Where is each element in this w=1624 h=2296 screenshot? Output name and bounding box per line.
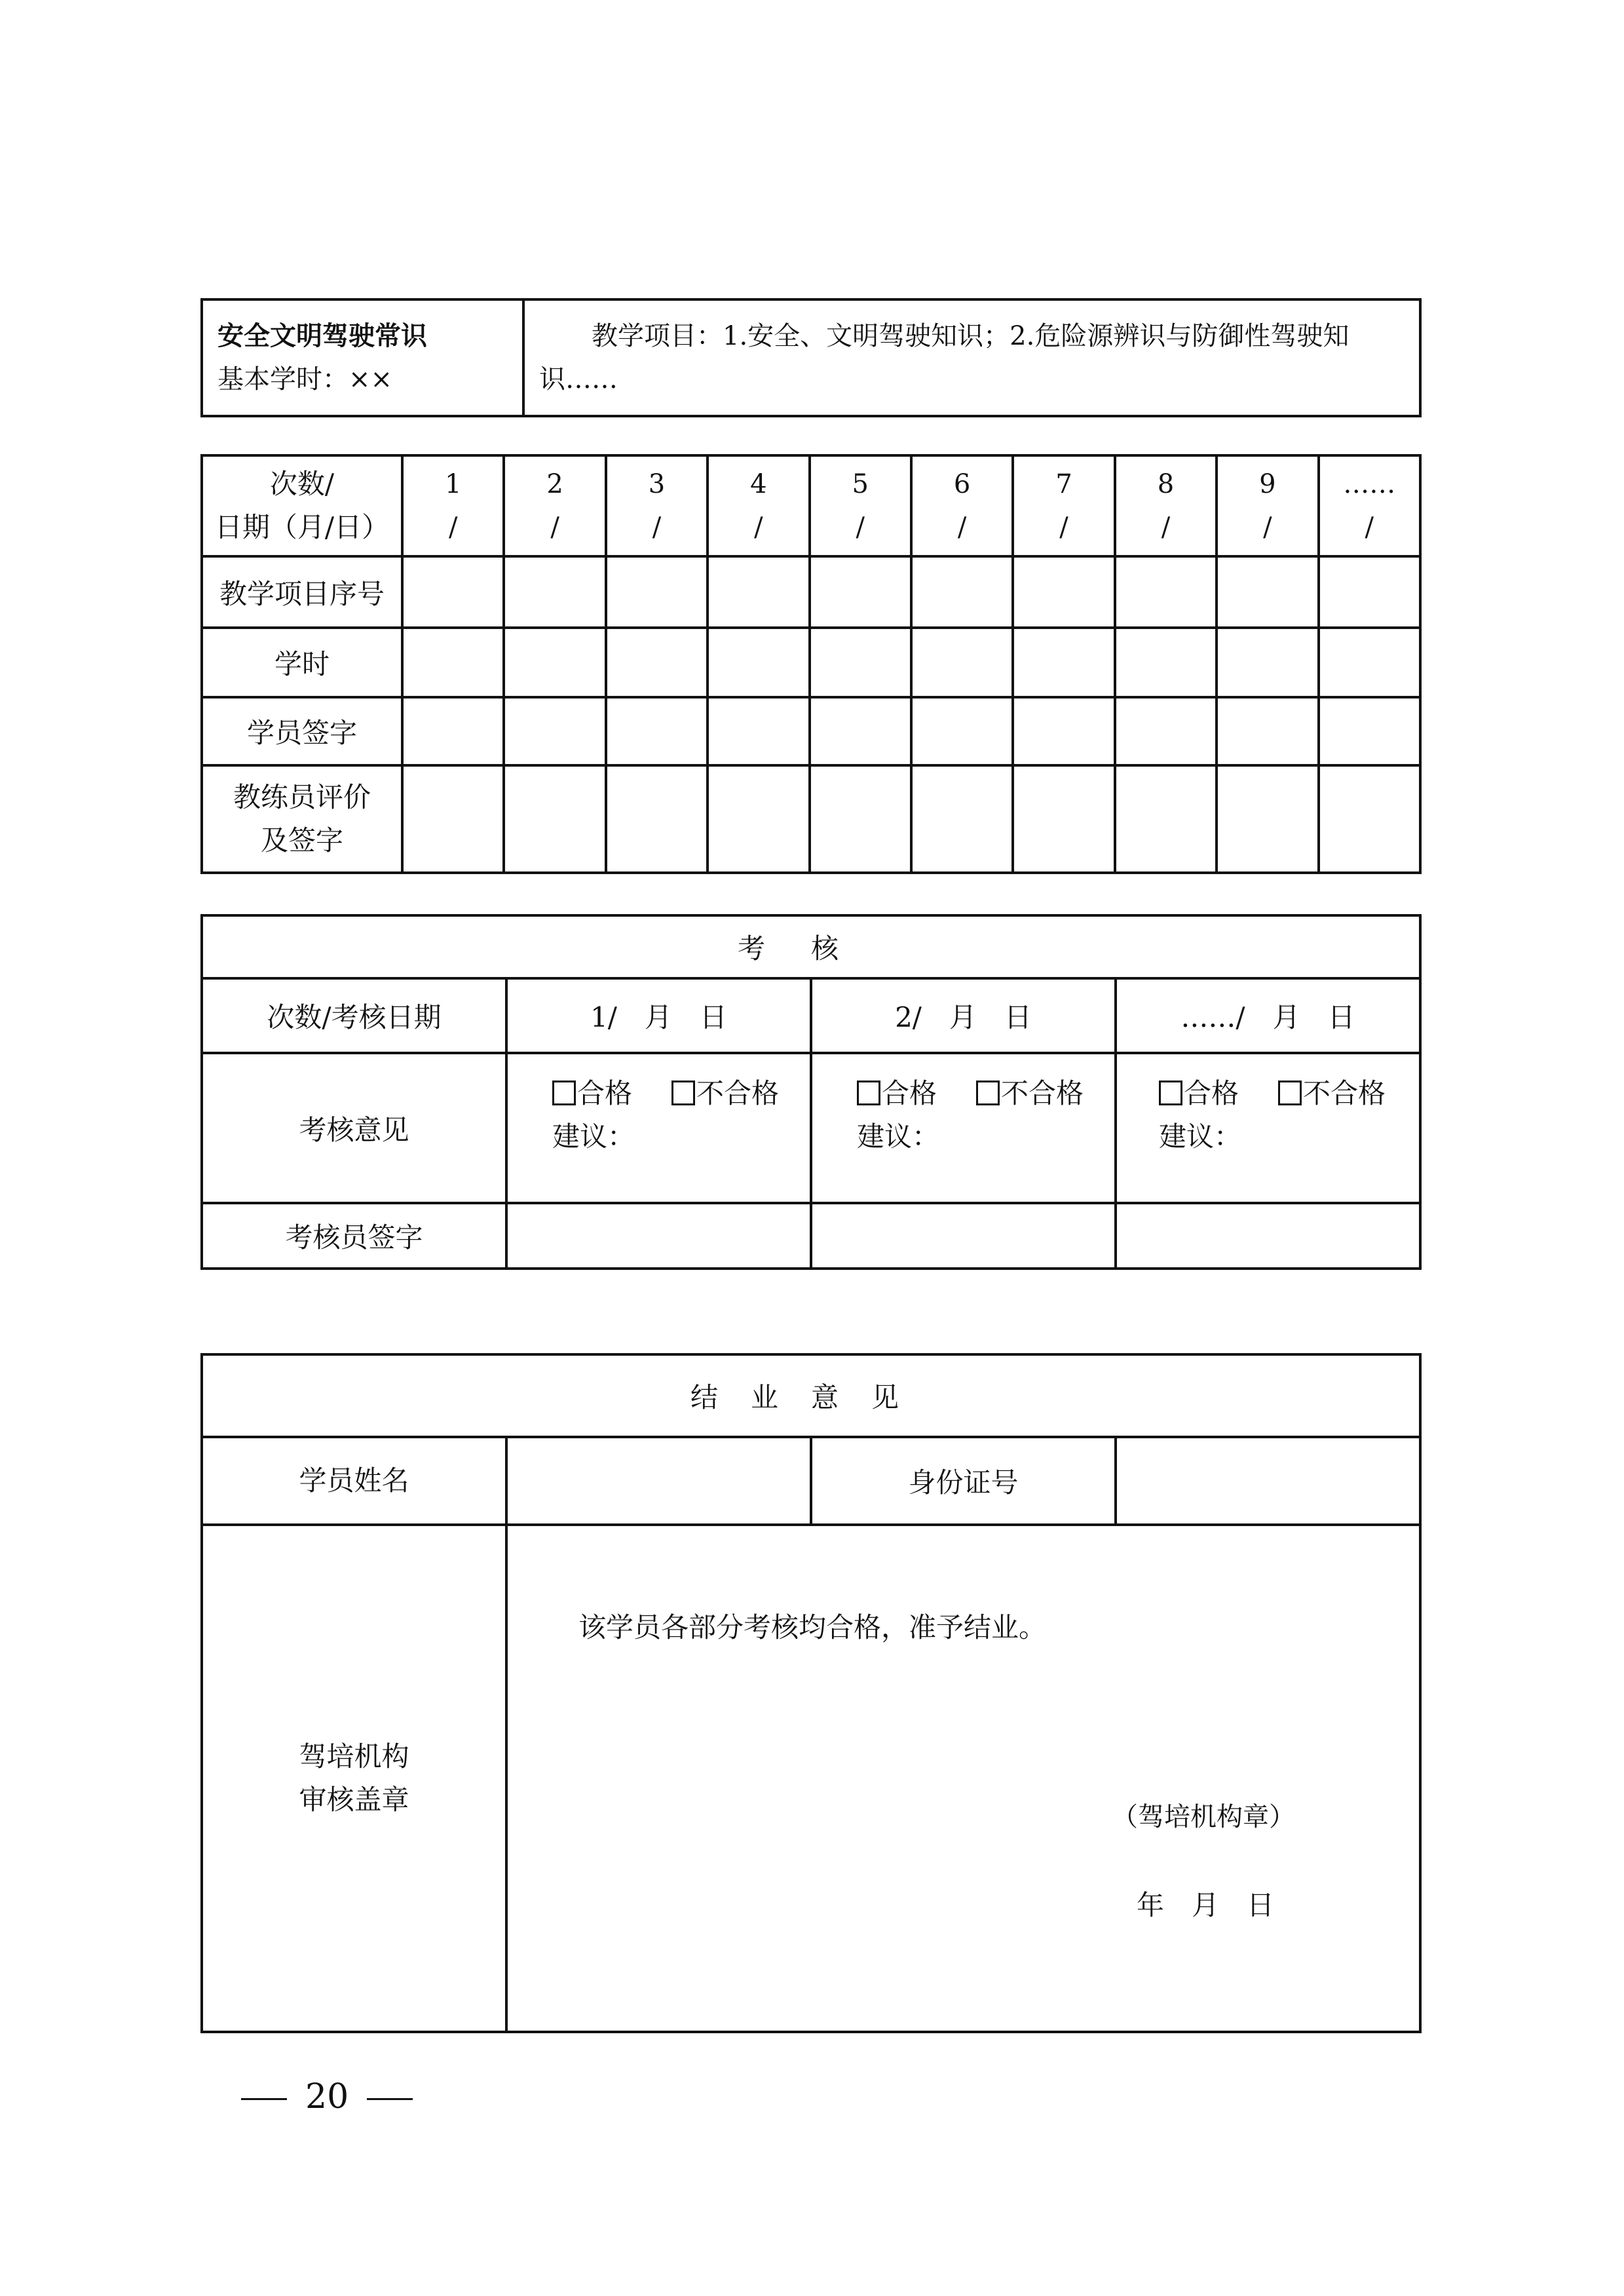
row-label: 学时 — [202, 628, 402, 697]
corner-line1: 次数/ — [269, 468, 335, 500]
table-cell[interactable] — [1013, 765, 1114, 873]
table-row — [202, 556, 1420, 628]
teaching-items-line1: 教学项目：1.安全、文明驾驶知识；2.危险源辨识与防御性驾驶知 — [592, 321, 1350, 351]
opinion-cell-2 — [811, 1053, 1116, 1203]
pass-label: 合格 — [1184, 1077, 1239, 1109]
col-header — [911, 455, 1013, 556]
table-cell[interactable] — [1115, 765, 1217, 873]
table-row — [202, 628, 1420, 697]
table-cell[interactable] — [1217, 628, 1318, 697]
signer-label: 考核员签字 — [202, 1203, 506, 1269]
col-header — [708, 455, 809, 556]
col-header — [1217, 455, 1318, 556]
row-label — [202, 765, 402, 873]
fail-checkbox[interactable] — [976, 1077, 1084, 1109]
fail-label: 不合格 — [1001, 1077, 1084, 1109]
name-field[interactable] — [506, 1437, 811, 1525]
course-info-cell — [202, 299, 523, 416]
col-number: 8 — [1157, 469, 1175, 499]
assessment-date-3[interactable]: ……/ 月 日 — [1116, 978, 1420, 1053]
checkbox-icon — [857, 1081, 880, 1105]
assessment-table — [200, 914, 1422, 1270]
suggestion-label: 建议： — [857, 1120, 940, 1153]
table-cell[interactable] — [606, 765, 708, 873]
col-header — [402, 455, 504, 556]
col-slash: / — [448, 512, 458, 543]
col-number: 6 — [953, 469, 971, 499]
fail-checkbox[interactable] — [1278, 1077, 1386, 1109]
table-cell[interactable] — [402, 628, 504, 697]
table-cell[interactable] — [810, 765, 911, 873]
col-header — [810, 455, 911, 556]
table-cell[interactable] — [1217, 556, 1318, 628]
opinion-label: 考核意见 — [202, 1053, 506, 1203]
fail-label: 不合格 — [696, 1077, 780, 1109]
table-cell[interactable] — [810, 697, 911, 765]
opinion-cell-3 — [1116, 1053, 1420, 1203]
table-cell[interactable] — [1115, 697, 1217, 765]
opinion-cell-1 — [506, 1053, 811, 1203]
table-cell[interactable] — [708, 628, 809, 697]
table-cell[interactable] — [504, 628, 605, 697]
col-number: 4 — [750, 469, 767, 499]
corner-line2: 日期（月/日） — [214, 511, 390, 543]
table-cell[interactable] — [504, 556, 605, 628]
course-title: 安全文明驾驶常识 — [217, 320, 427, 351]
table-cell[interactable] — [1217, 697, 1318, 765]
table-cell[interactable] — [606, 628, 708, 697]
col-slash: / — [856, 512, 865, 543]
col-header — [1013, 455, 1114, 556]
assessment-date-1[interactable]: 1/ 月 日 — [506, 978, 811, 1053]
col-number: 2 — [546, 469, 563, 499]
assessment-date-2[interactable]: 2/ 月 日 — [811, 978, 1116, 1053]
col-slash: / — [652, 512, 662, 543]
dash-right — [367, 2098, 413, 2100]
table-cell[interactable] — [1115, 628, 1217, 697]
completion-title: 结业意见 — [202, 1354, 1420, 1437]
completion-statement: 该学员各部分考核均合格，准予结业。 — [578, 1611, 1047, 1643]
checkbox-icon — [976, 1081, 1000, 1105]
id-field[interactable] — [1116, 1437, 1420, 1525]
signer-cell-3[interactable] — [1116, 1203, 1420, 1269]
checkbox-icon — [552, 1081, 576, 1105]
table-cell[interactable] — [708, 697, 809, 765]
row-label: 学员签字 — [202, 697, 402, 765]
col-header — [606, 455, 708, 556]
table-cell[interactable] — [402, 765, 504, 873]
org-line2: 审核盖章 — [299, 1784, 409, 1816]
table-cell[interactable] — [911, 556, 1013, 628]
table-cell[interactable] — [1319, 556, 1420, 628]
table-cell[interactable] — [708, 765, 809, 873]
col-number: 1 — [444, 469, 462, 499]
table-cell[interactable] — [911, 765, 1013, 873]
completion-date: 年 月 日 — [1137, 1889, 1275, 1921]
table-cell[interactable] — [402, 697, 504, 765]
pass-label: 合格 — [577, 1077, 633, 1109]
suggestion-label: 建议： — [552, 1120, 635, 1153]
col-number: 9 — [1259, 469, 1276, 499]
table-row — [202, 697, 1420, 765]
teaching-items-cell — [523, 299, 1420, 416]
org-label — [202, 1525, 506, 2032]
eval-line2: 及签字 — [260, 824, 343, 856]
table-cell[interactable] — [911, 628, 1013, 697]
page-number — [223, 2077, 431, 2116]
seal-placeholder: （驾培机构章） — [1112, 1802, 1295, 1832]
col-slash: / — [1365, 512, 1374, 543]
table-cell[interactable] — [1013, 697, 1114, 765]
table-cell[interactable] — [1115, 556, 1217, 628]
checkbox-icon — [1159, 1081, 1182, 1105]
table-cell[interactable] — [402, 556, 504, 628]
col-number: 3 — [648, 469, 666, 499]
col-number: 7 — [1055, 469, 1072, 499]
table-cell[interactable] — [606, 556, 708, 628]
table-cell[interactable] — [1319, 765, 1420, 873]
checkbox-icon — [1278, 1081, 1302, 1105]
pass-label: 合格 — [882, 1077, 937, 1109]
dash-left — [241, 2098, 287, 2100]
fail-label: 不合格 — [1303, 1077, 1386, 1109]
schedule-corner — [202, 455, 402, 556]
fail-checkbox[interactable] — [671, 1077, 779, 1109]
pass-checkbox[interactable] — [552, 1077, 632, 1109]
signer-cell-2[interactable] — [811, 1203, 1116, 1269]
table-cell[interactable] — [911, 697, 1013, 765]
col-slash: / — [1263, 512, 1272, 543]
course-header-table — [200, 298, 1422, 417]
table-cell[interactable] — [1013, 628, 1114, 697]
col-number: …… — [1343, 469, 1396, 499]
pass-checkbox[interactable] — [857, 1077, 937, 1109]
basic-hours: 基本学时：×× — [217, 364, 393, 394]
table-cell[interactable] — [606, 697, 708, 765]
pass-checkbox[interactable] — [1159, 1077, 1239, 1109]
checkbox-icon — [671, 1081, 695, 1105]
table-cell[interactable] — [810, 556, 911, 628]
col-slash: / — [1059, 512, 1068, 543]
table-cell[interactable] — [1013, 556, 1114, 628]
table-cell[interactable] — [1319, 697, 1420, 765]
suggestion-label: 建议： — [1159, 1120, 1242, 1153]
col-slash: / — [754, 512, 763, 543]
table-cell[interactable] — [504, 697, 605, 765]
col-slash: / — [1161, 512, 1171, 543]
signer-cell-1[interactable] — [506, 1203, 811, 1269]
teaching-items-line2: 识…… — [539, 364, 618, 394]
col-number: 5 — [852, 469, 869, 499]
name-label: 学员姓名 — [202, 1437, 506, 1525]
schedule-header-row — [202, 455, 1420, 556]
table-cell[interactable] — [1319, 628, 1420, 697]
col-header — [504, 455, 605, 556]
page-number-value: 20 — [305, 2077, 349, 2116]
completion-opinion-cell — [506, 1525, 1420, 2032]
col-header — [1319, 455, 1420, 556]
completion-table — [200, 1353, 1422, 2033]
table-cell[interactable] — [1217, 765, 1318, 873]
assessment-title: 考核 — [202, 915, 1420, 978]
schedule-table — [200, 454, 1422, 874]
eval-line1: 教练员评价 — [233, 781, 371, 813]
table-cell[interactable] — [708, 556, 809, 628]
col-header — [1115, 455, 1217, 556]
org-line1: 驾培机构 — [299, 1740, 409, 1772]
col-slash: / — [550, 512, 559, 543]
row-label: 教学项目序号 — [202, 556, 402, 628]
table-row — [202, 765, 1420, 873]
table-cell[interactable] — [504, 765, 605, 873]
dates-label: 次数/考核日期 — [202, 978, 506, 1053]
table-cell[interactable] — [810, 628, 911, 697]
col-slash: / — [957, 512, 967, 543]
id-label: 身份证号 — [811, 1437, 1116, 1525]
